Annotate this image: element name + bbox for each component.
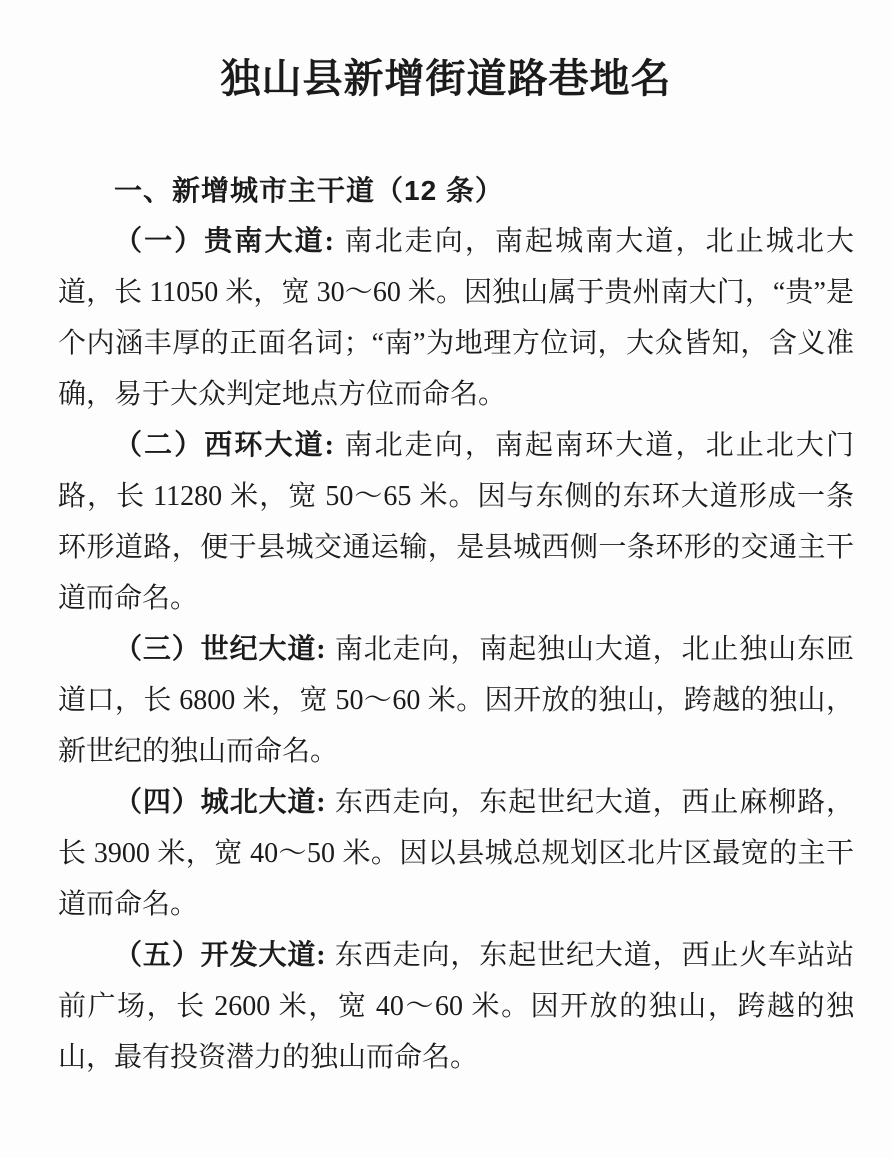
road-description: 东西走向，东起世纪大道，西止火车站站前广场，长 2600 米，宽 40～60 米。因开放的独山，跨越的独山，最有投资潜力的独山而命名。: [58, 940, 854, 1073]
section-heading: 一、新增城市主干道（12 条）: [114, 175, 504, 206]
road-name-label: （一）贵南大道:: [114, 226, 334, 257]
road-paragraph: [58, 420, 854, 624]
road-description: 南北走向，南起城南大道，北止城北大道，长 11050 米，宽 30～60 米。因独山属于贵州南大门，“贵”是个内涵丰厚的正面名词；“南”为地理方位词，大众皆知，含义准确，易于大众判定地点方位而命名。: [58, 226, 854, 410]
road-name-label: （四）城北大道:: [114, 787, 326, 818]
road-paragraph: [58, 624, 854, 777]
road-paragraph: [58, 216, 854, 420]
road-name-label: （三）世纪大道:: [114, 634, 326, 665]
road-name-label: （二）西环大道:: [114, 430, 334, 461]
road-paragraph: [58, 930, 854, 1083]
road-description: 南北走向，南起独山大道，北止独山东匝道口，长 6800 米，宽 50～60 米。因开放的独山，跨越的独山，新世纪的独山而命名。: [58, 634, 854, 767]
document-title: 独山县新增街道路巷地名: [220, 56, 672, 101]
road-description: 东西走向，东起世纪大道，西止麻柳路，长 3900 米，宽 40～50 米。因以县城总规划区北片区最宽的主干道而命名。: [58, 787, 854, 920]
road-description: 南北走向，南起南环大道，北止北大门路，长 11280 米，宽 50～65 米。因与东侧的东环大道形成一条环形道路，便于县城交通运输，是县城西侧一条环形的交通主干道而命名。: [58, 430, 854, 614]
document-body: [58, 216, 854, 1083]
road-name-label: （五）开发大道:: [114, 940, 326, 971]
road-paragraph: [58, 777, 854, 930]
